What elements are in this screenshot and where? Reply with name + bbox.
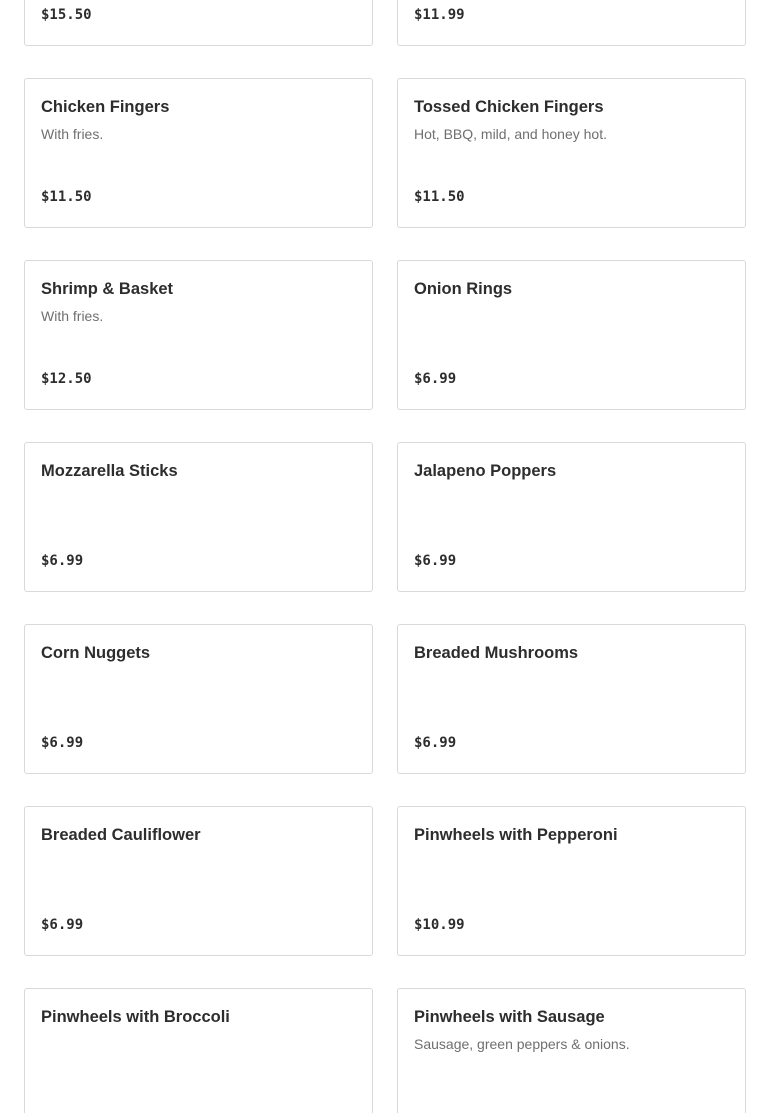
menu-item-price: $15.50	[41, 7, 92, 23]
menu-item-card[interactable]	[397, 624, 746, 774]
menu-item-card[interactable]	[397, 0, 746, 46]
menu-item-description: With fries.	[41, 126, 104, 142]
menu-item-price: $11.50	[414, 189, 465, 205]
menu-item-name: Mozzarella Sticks	[41, 462, 178, 480]
menu-item-name: Shrimp & Basket	[41, 280, 174, 298]
menu-item-name: Pinwheels with Sausage	[414, 1008, 605, 1026]
menu-item-name: Corn Nuggets	[41, 644, 151, 662]
menu-item-card[interactable]	[24, 624, 373, 774]
menu-item-price: $6.99	[414, 735, 457, 751]
menu-item-price: $6.99	[414, 371, 457, 387]
menu-item-card[interactable]	[24, 0, 373, 46]
menu-item-name: Pinwheels with Broccoli	[41, 1008, 230, 1026]
menu-item-card[interactable]	[24, 988, 373, 1113]
menu-item-name: Tossed Chicken Fingers	[414, 98, 604, 116]
menu-item-price: $6.99	[414, 553, 457, 569]
menu-item-price: $11.50	[41, 189, 92, 205]
menu-item-name: Breaded Mushrooms	[414, 644, 579, 662]
menu-item-name: Pinwheels with Pepperoni	[414, 826, 618, 844]
menu-item-card[interactable]	[397, 806, 746, 956]
menu-item-price: $11.99	[414, 7, 465, 23]
menu-item-price: $12.50	[41, 371, 92, 387]
menu-item-price: $6.99	[41, 917, 84, 933]
menu-item-name: Breaded Cauliflower	[41, 826, 201, 844]
menu-item-card[interactable]	[24, 260, 373, 410]
menu-item-description: With fries.	[41, 308, 104, 324]
menu-item-name: Jalapeno Poppers	[414, 462, 557, 480]
menu-item-description: Hot, BBQ, mild, and honey hot.	[414, 126, 607, 142]
menu-item-card[interactable]	[397, 988, 746, 1113]
menu-item-card[interactable]	[397, 78, 746, 228]
menu-item-name: Chicken Fingers	[41, 98, 170, 116]
menu-item-card[interactable]	[24, 806, 373, 956]
menu-item-grid	[24, 0, 746, 1113]
menu-item-description: Sausage, green peppers & onions.	[414, 1036, 630, 1052]
menu-item-price: $6.99	[41, 553, 84, 569]
menu-item-name: Onion Rings	[414, 280, 513, 298]
menu-item-card[interactable]	[24, 78, 373, 228]
menu-item-card[interactable]	[397, 260, 746, 410]
menu-item-price: $6.99	[41, 735, 84, 751]
menu-item-price: $10.99	[414, 917, 465, 933]
menu-item-card[interactable]	[397, 442, 746, 592]
menu-item-card[interactable]	[24, 442, 373, 592]
